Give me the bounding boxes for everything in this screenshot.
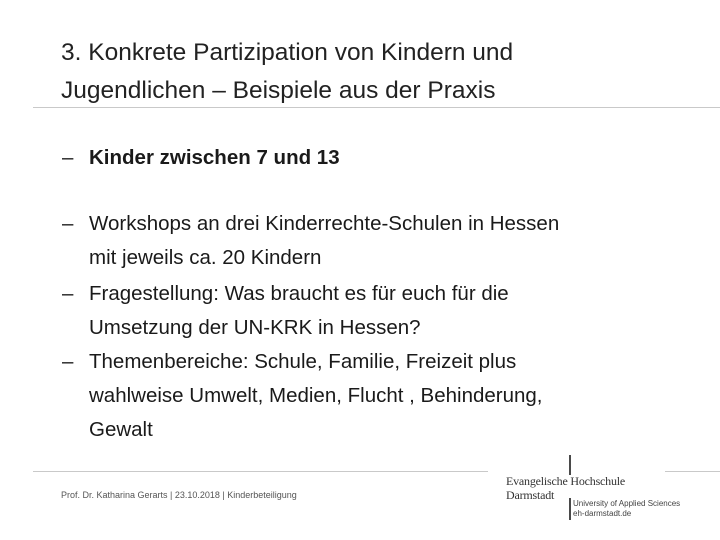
logo-name-line1: Evangelische Hochschule <box>506 474 626 488</box>
bullet-dash: – <box>62 350 74 373</box>
bullet-workshops <box>62 207 662 275</box>
heading-bullet <box>62 141 662 175</box>
bullet-dash: – <box>62 282 74 305</box>
title-line-1: 3. Konkrete Partizipation von Kindern und <box>61 39 514 66</box>
bullet-fragestellung <box>62 277 662 345</box>
footer-divider-left <box>33 471 488 472</box>
bullet-line: mit jeweils ca. 20 Kindern <box>89 246 322 269</box>
logo-bar-top <box>569 455 571 475</box>
logo-subtitle: University of Applied Sciences <box>573 499 681 508</box>
bullet-dash: – <box>62 146 74 169</box>
bullet-themenbereiche <box>62 345 662 447</box>
university-logo <box>506 455 686 525</box>
bullet-line: Umsetzung der UN-KRK in Hessen? <box>89 316 421 339</box>
title-divider <box>33 107 720 108</box>
footer-text: Prof. Dr. Katharina Gerarts | 23.10.2018 | Kinderbeteiligung <box>61 490 297 500</box>
title-line-2: Jugendlichen – Beispiele aus der Praxis <box>61 77 496 104</box>
heading-bullet-text: Kinder zwischen 7 und 13 <box>89 146 340 169</box>
bullet-line: Themenbereiche: Schule, Familie, Freizeit plus <box>89 350 517 373</box>
bullet-line: Fragestellung: Was braucht es für euch für die <box>89 282 509 305</box>
bullet-line: Workshops an drei Kinderrechte-Schulen in Hessen <box>89 212 560 235</box>
logo-website: eh-darmstadt.de <box>573 509 632 518</box>
slide-title <box>61 34 681 110</box>
bullet-line: Gewalt <box>89 418 153 441</box>
bullet-line: wahlweise Umwelt, Medien, Flucht , Behinderung, <box>89 384 543 407</box>
bullet-dash: – <box>62 212 74 235</box>
logo-bar-bottom <box>569 498 571 520</box>
logo-name-line2: Darmstadt <box>506 488 555 502</box>
